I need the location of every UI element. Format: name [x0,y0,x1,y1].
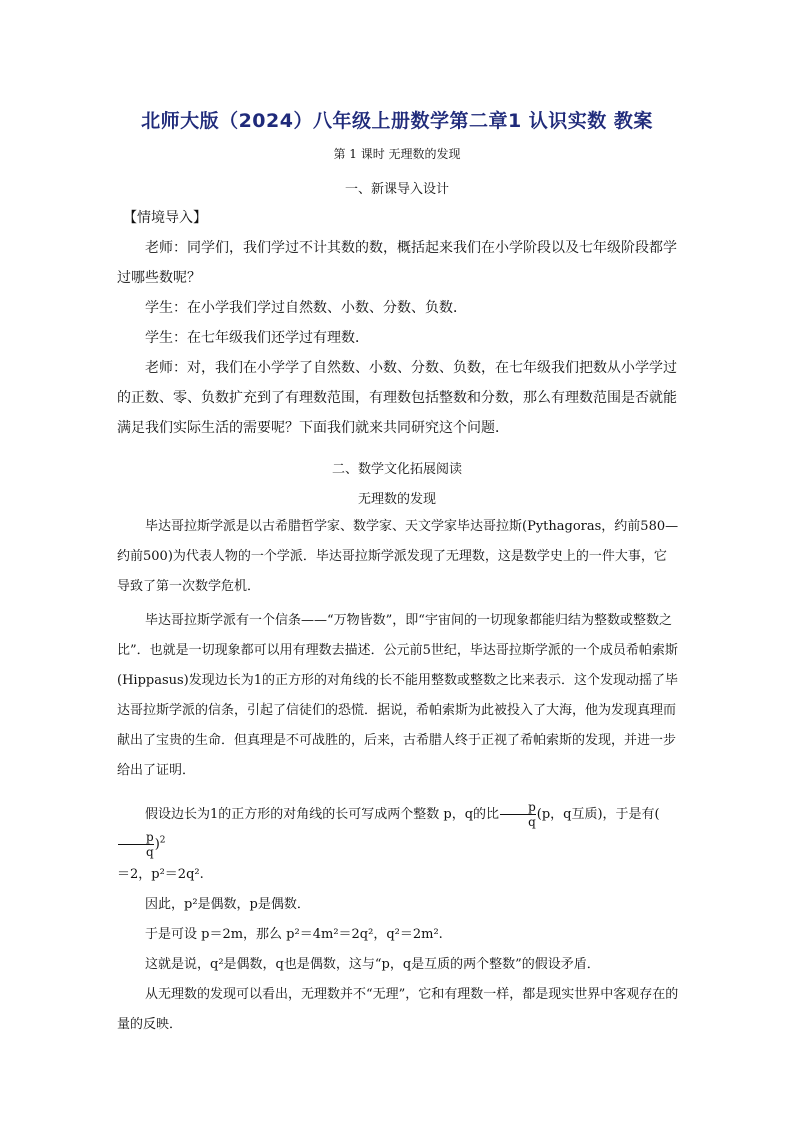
proof-line-2: ＝2，p²＝2q². [117,867,204,882]
lesson-subtitle: 第 1 课时 无理数的发现 [333,147,461,161]
proof-line-5: 这就是说，q²是偶数，q也是偶数，这与“p，q是互质的两个整数”的假设矛盾． [145,957,600,972]
intro-block [117,203,679,443]
fraction-p-over-q-2: $\frac{p}{q}$ [118,830,154,859]
reading-title: 无理数的发现 [357,492,436,507]
section-heading-reading: 二、数学文化拓展阅读 [331,462,462,477]
proof-line-1: 假设边长为1的正方形的对角线的长可写成两个整数 p，q的比 $\frac{p}{q}$ (p，q互质)，于是有( $\frac{p}{q}$ )$^2$ [117,800,679,860]
intro-label: 【情境导入】 [123,210,207,226]
proof-line-3: 因此，p²是偶数，p是偶数． [145,897,310,912]
proof-line-4: 于是可设 p＝2m，那么 p²＝4m²＝2q²，q²＝2m². [145,927,443,942]
reading-paragraph-1: 毕达哥拉斯学派是以古希腊哲学家、数学家、天文学家毕达哥拉斯(Pythagoras，约前580—约前500)为代表人物的一个学派．毕达哥拉斯学派发现了无理数，这是数学史上的一件大事，它导致了第一次数学危机． [117,519,679,594]
conclusion-paragraph: 从无理数的发现可以看出，无理数并不“无理”，它和有理数一样，都是现实世界中客观存在的量的反映． [117,987,679,1032]
proof-block [117,800,679,1040]
document-title: 北师大版（2024）八年级上册数学第二章1 认识实数 教案 [141,110,653,132]
fraction-p-over-q: $\frac{p}{q}$ [500,800,536,829]
student-answer-1: 学生：在小学我们学过自然数、小数、分数、负数． [145,300,467,316]
teacher-question: 老师：同学们，我们学过不计其数的数，概括起来我们在小学阶段以及七年级阶段都学过哪些数呢？ [117,240,677,286]
reading-paragraph-2: 毕达哥拉斯学派有一个信条——“万物皆数”，即“宇宙间的一切现象都能归结为整数或整数之比”．也就是一切现象都可以用有理数去描述．公元前5世纪，毕达哥拉斯学派的一个成员希帕索斯(Hippasus)发现边长为1的正方形的对角线的长不能用整数或整数之比来表示．这个发现动摇了毕达哥拉斯学派的信条，引起了信徒们的恐慌．据说，希帕索斯为此被投入了大海，他为发现真理而献出了宝贵的生命．但真理是不可战胜的，后来，古希腊人终于正视了希帕索斯的发现，并进一步给出了证明． [117,613,679,778]
student-answer-2: 学生：在七年级我们还学过有理数． [145,330,369,346]
teacher-reply: 老师：对，我们在小学学了自然数、小数、分数、负数，在七年级我们把数从小学学过的正数、零、负数扩充到了有理数范围，有理数包括整数和分数，那么有理数范围是否就能满足我们实际生活的需要呢？下面我们就来共同研究这个问题． [117,360,677,436]
reading-block [117,512,679,786]
section-heading-intro: 一、新课导入设计 [344,182,449,197]
